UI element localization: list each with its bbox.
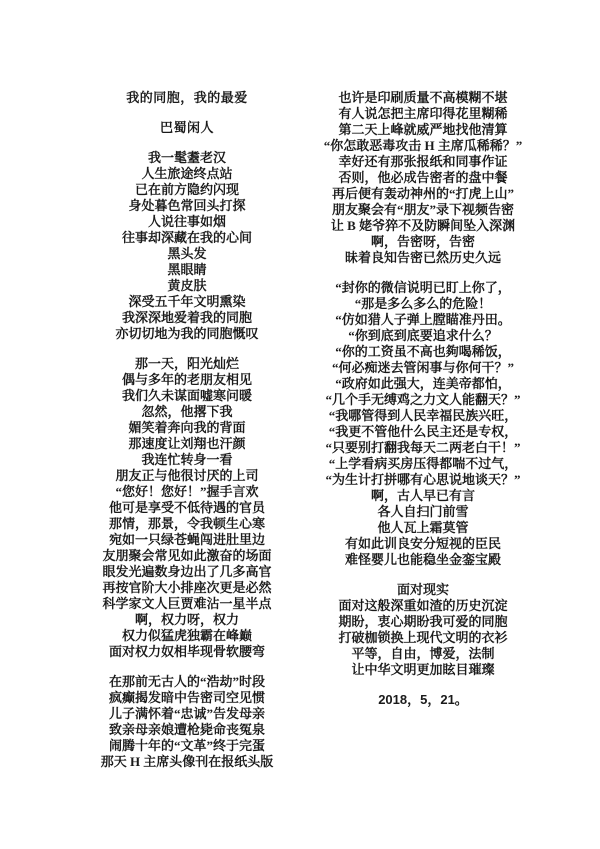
poem-line: 媚笑着奔向我的背面 [128, 420, 246, 435]
poem-stanza [52, 356, 322, 660]
poem-line: 我连忙转身一看 [141, 452, 233, 467]
poem-date [288, 692, 558, 708]
poem-line: 黑头发 [167, 246, 207, 261]
poem-line: “那是多么多么的危险！ [354, 296, 492, 311]
poem-line: 儿子满怀着“忠诚”告发母亲 [108, 706, 265, 721]
poem-stanza [52, 674, 322, 770]
poem-line: 面对权力奴相毕现骨软腰弯 [108, 644, 265, 659]
poem-stanza [52, 150, 322, 342]
poem-line: 身处暮色常回头打探 [128, 198, 246, 213]
poem-line: 打破枷锁换上现代文明的衣衫 [338, 630, 508, 645]
poem-stanza [288, 582, 558, 678]
poem-line: 有人说怎把主席印得花里糊稀 [338, 106, 508, 121]
poem-line: 面对现实 [396, 582, 449, 597]
poem-line: 宛如一只绿苍蝇闯进肚里边 [108, 532, 265, 547]
poem-line: 眼发光遍数身边出了几多高官 [102, 564, 272, 579]
poem-line: 幸好还有那张报纸和同事作证 [338, 154, 508, 169]
poem-line: 第二天上峰就威严地找他清算 [338, 122, 508, 137]
poem-line: “我更不管他什么民主还是专权， [328, 424, 518, 439]
poem-line: 我们久未谋面嘘寒问暖 [121, 388, 252, 403]
poem-line: “上学看病买房压得都喘不过气， [328, 456, 518, 471]
poem-line: 黑眼睛 [167, 262, 207, 277]
poem-line: 难怪婴儿也能稳坐金銮宝殿 [344, 552, 501, 567]
poem-line: 科学家文人巨贾难沾一星半点 [102, 596, 272, 611]
poem-line: 让 B 姥爷猝不及防瞬间坠入深渊 [330, 218, 516, 233]
poem-line: 偶与多年的老朋友相见 [121, 372, 252, 387]
poem-line: 有如此训良安分短视的臣民 [344, 536, 501, 551]
poem-line: 2018，5，21。 [378, 692, 468, 707]
poem-line: 忽然，他撂下我 [141, 404, 233, 419]
poem-stanza [288, 280, 558, 568]
poem-line: “你怎敢恶毒攻击 H 主席瓜稀稀？” [323, 138, 523, 153]
poem-line: 那情，那景，令我顿生心寒 [108, 516, 265, 531]
poem-line: 那一天，阳光灿烂 [134, 356, 239, 371]
poem-line: “您好！您好！”握手言欢 [115, 484, 259, 499]
poem-line: 他人瓦上霜莫管 [377, 520, 469, 535]
poem-line: 再后便有轰动神州的“打虎上山” [331, 186, 514, 201]
poem-line: 往事却深藏在我的心间 [121, 230, 252, 245]
poem-line: 人生旅途终点站 [141, 166, 233, 181]
poem-line: 否则，他必成告密者的盘中餐 [338, 170, 508, 185]
poem-title [52, 90, 322, 106]
poem-line: 人说往事如烟 [147, 214, 226, 229]
poem-line: 黄皮肤 [167, 278, 207, 293]
poem-line: 朋友正与他很讨厌的上司 [115, 468, 259, 483]
poem-line: “政府如此强大，连美帝都怕， [335, 376, 511, 391]
poem-line: “何必痴迷去管闲事与你何干？” [331, 360, 514, 375]
poem-column-left [52, 90, 322, 784]
poem-line: 疯癫揭发暗中告密司空见惯 [108, 690, 265, 705]
poem-line: 致亲母亲娘遭枪毙命丧冤泉 [108, 722, 265, 737]
poem-line: 那天 H 主席头像刊在报纸头版 [100, 754, 274, 769]
poem-line: “只要别打翻我每天二两老白干！” [325, 440, 521, 455]
poem-line: 让中华文明更加眩目璀璨 [351, 662, 495, 677]
poem-line: 我深深地爱着我的同胞 [121, 310, 252, 325]
poem-line: 啊，权力呀，权力 [134, 612, 239, 627]
poem-line: 昧着良知告密已然历史久远 [344, 250, 501, 265]
poem-line: 深受五千年文明熏染 [128, 294, 246, 309]
poem-line: 已在前方隐约闪现 [134, 182, 239, 197]
poem-line: “你到底到底要追求什么？ [348, 328, 498, 343]
poem-line: 我一髦耋老汉 [147, 150, 226, 165]
poem-line: 再按官阶大小排座次更是必然 [102, 580, 272, 595]
poem-line: 那速度让刘翔也汗颜 [128, 436, 246, 451]
poem-line: 面对这般深重如渣的历史沉淀 [338, 598, 508, 613]
poem-line: “仿如猎人子弹上膛瞄准丹田。 [335, 312, 511, 327]
poem-author [52, 120, 322, 136]
poem-line: 闹腾十年的“文革”终于完蛋 [108, 738, 265, 753]
poem-line: 他可是享受不低待遇的官员 [108, 500, 265, 515]
poem-line: 友朋聚会常见如此激奋的场面 [102, 548, 272, 563]
poem-line: 我的同胞，我的最爱 [126, 90, 248, 105]
poem-line: 平等，自由，博爱，法制 [351, 646, 495, 661]
poem-line: 朋友聚会有“朋友”录下视频告密 [331, 202, 514, 217]
poem-line: 在那前无古人的“浩劫”时段 [108, 674, 265, 689]
poem-line: 巴蜀闲人 [159, 120, 214, 135]
poem-line: 啊，古人早已有言 [370, 488, 475, 503]
poem-line: “为生计打拼哪有心思说地谈天？” [325, 472, 521, 487]
poem-line: 也许是印刷质量不高模糊不堪 [338, 90, 508, 105]
poem-line: 期盼，衷心期盼我可爱的同胞 [338, 614, 508, 629]
poem-line: “封你的微信说明已盯上你了， [335, 280, 511, 295]
poem-line: “我哪管得到人民幸福民族兴旺， [328, 408, 518, 423]
poem-line: “几个手无缚鸡之力文人能翻天？” [325, 392, 521, 407]
poem-line: 各人自扫门前雪 [377, 504, 469, 519]
poem-line: 权力似猛虎独霸在峰巅 [121, 628, 252, 643]
poem-line: 啊，告密呀，告密 [370, 234, 475, 249]
poem-stanza [288, 90, 558, 266]
poem-line: 亦切切地为我的同胞慨叹 [115, 326, 259, 341]
poem-column-right [288, 90, 558, 722]
poem-line: “你的工资虽不高也夠喝稀饭， [335, 344, 511, 359]
